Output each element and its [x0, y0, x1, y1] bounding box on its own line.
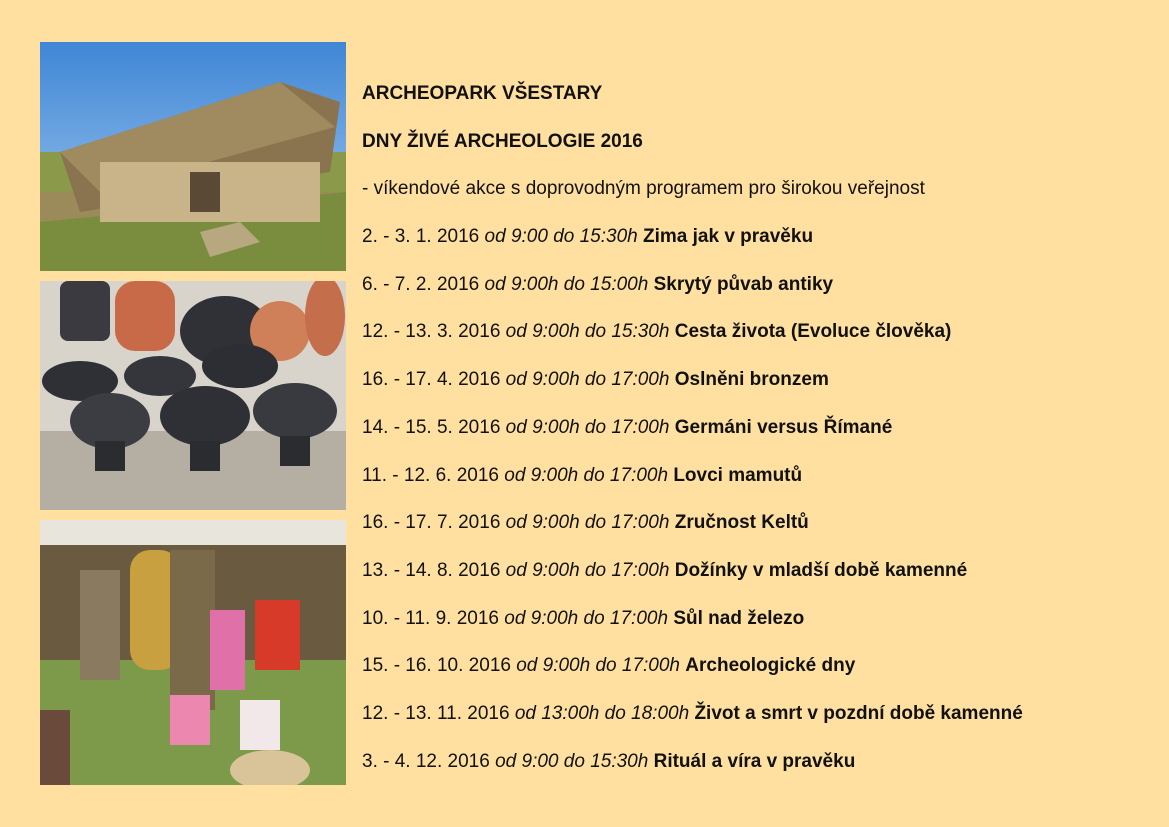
event-row: [362, 221, 1152, 269]
event-title: Oslněni bronzem: [674, 369, 829, 391]
longhouse-illustration: [40, 42, 346, 271]
photo-pottery: [40, 281, 346, 510]
event-title: Zručnost Keltů: [674, 512, 809, 534]
photo-longhouse: [40, 42, 346, 271]
event-date: 16. - 17. 7. 2016: [362, 512, 501, 534]
event-title: Cesta života (Evoluce člověka): [674, 321, 952, 343]
event-time: od 9:00h do 17:00h: [504, 464, 669, 486]
event-date: 15. - 16. 10. 2016: [362, 655, 511, 677]
event-title: Sůl nad železo: [673, 607, 805, 629]
event-date: 6. - 7. 2. 2016: [362, 273, 480, 295]
event-date: 14. - 15. 5. 2016: [362, 416, 501, 438]
event-date: 13. - 14. 8. 2016: [362, 559, 501, 581]
event-time: od 9:00h do 17:00h: [505, 416, 670, 438]
event-title: Germáni versus Římané: [674, 416, 893, 438]
event-title: Lovci mamutů: [673, 464, 803, 486]
event-date: 12. - 13. 3. 2016: [362, 321, 501, 343]
event-time: od 9:00h do 17:00h: [504, 607, 669, 629]
page-subtitle: DNY ŽIVÉ ARCHEOLOGIE 2016: [362, 130, 643, 152]
event-row: [362, 603, 1152, 651]
event-list: [362, 221, 1152, 793]
event-time: od 9:00h do 15:00h: [484, 273, 649, 295]
page-title: ARCHEOPARK VŠESTARY: [362, 83, 603, 104]
pottery-illustration: [40, 281, 346, 510]
event-time: od 13:00h do 18:00h: [514, 702, 690, 724]
event-program: [362, 78, 1152, 793]
event-time: od 9:00 do 15:30h: [495, 750, 649, 772]
event-title: Skrytý půvab antiky: [653, 273, 834, 295]
event-row: [362, 507, 1152, 555]
event-date: 10. - 11. 9. 2016: [362, 607, 499, 629]
page-description: - víkendové akce s doprovodným programem pro širokou veřejnost: [362, 178, 925, 200]
event-date: 11. - 12. 6. 2016: [362, 464, 499, 486]
event-row: [362, 555, 1152, 603]
event-row: [362, 650, 1152, 698]
event-date: 16. - 17. 4. 2016: [362, 369, 501, 391]
event-date: 12. - 13. 11. 2016: [362, 702, 510, 724]
event-time: od 9:00h do 17:00h: [516, 655, 680, 677]
event-title: Zima jak v pravěku: [643, 226, 814, 248]
event-row: [362, 460, 1152, 508]
event-row: [362, 269, 1152, 317]
event-title: Archeologické dny: [685, 655, 856, 677]
event-time: od 9:00h do 15:30h: [505, 321, 670, 343]
event-row: [362, 746, 1152, 794]
event-time: od 9:00h do 17:00h: [505, 559, 670, 581]
event-title: Rituál a víra v pravěku: [653, 750, 856, 772]
event-time: od 9:00 do 15:30h: [484, 226, 638, 248]
photo-reenactors: [40, 520, 346, 785]
event-time: od 9:00h do 17:00h: [505, 512, 670, 534]
event-time: od 9:00h do 17:00h: [505, 369, 670, 391]
event-date: 3. - 4. 12. 2016: [362, 750, 490, 772]
event-title: Život a smrt v pozdní době kamenné: [694, 702, 1023, 724]
event-row: [362, 698, 1152, 746]
event-row: [362, 316, 1152, 364]
event-row: [362, 364, 1152, 412]
reenactors-illustration: [40, 520, 346, 785]
event-row: [362, 412, 1152, 460]
event-title: Dožínky v mladší době kamenné: [674, 559, 968, 581]
event-date: 2. - 3. 1. 2016: [362, 226, 480, 248]
